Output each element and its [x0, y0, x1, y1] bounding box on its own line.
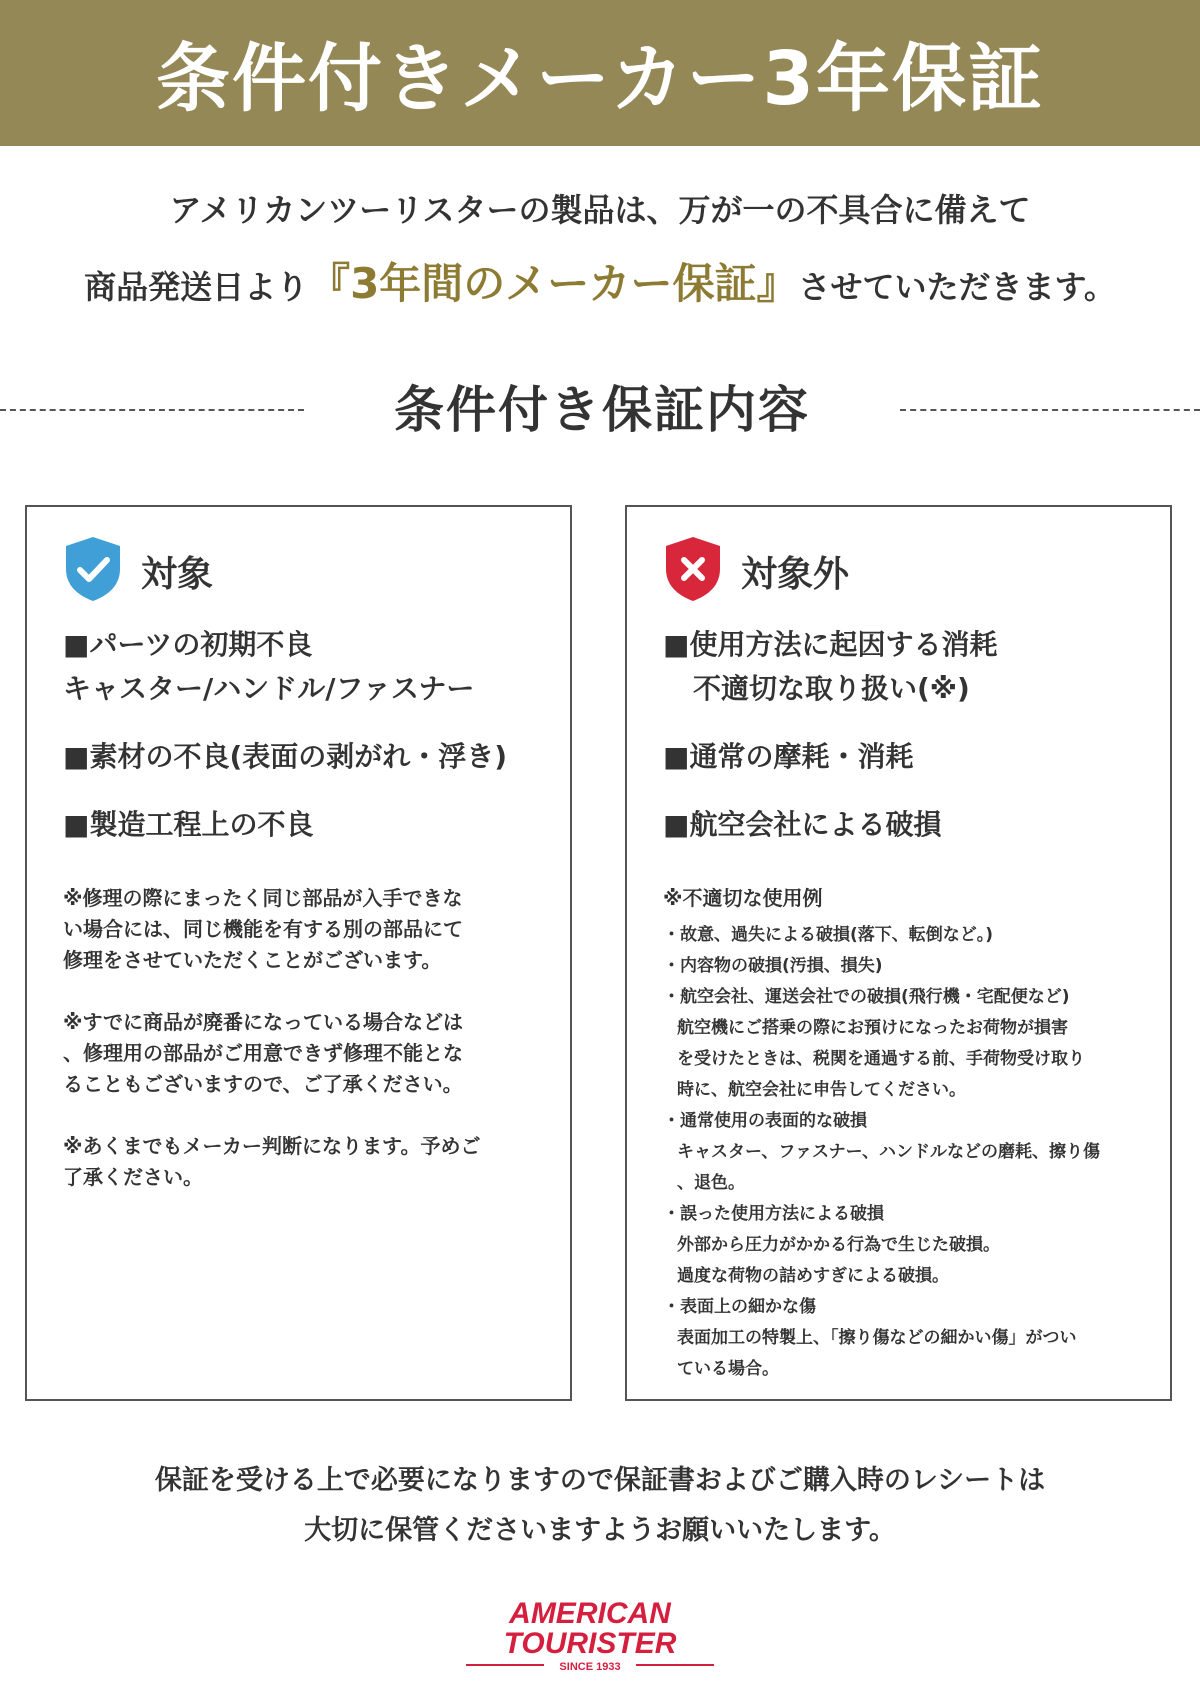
not-covered-item-title: ■航空会社による破損 [663, 808, 942, 841]
not-covered-item-title: ■使用方法に起因する消耗 [663, 628, 998, 661]
intro-line-2-prefix: 商品発送日より [84, 268, 309, 306]
not-covered-header [663, 535, 849, 607]
not-covered-item [663, 803, 1150, 847]
covered-panel [25, 505, 572, 1401]
example-line: ・通常使用の表面的な破損 [663, 1111, 867, 1131]
note-line: ることもございますので、ご了承ください。 [63, 1072, 463, 1096]
example-line: 外部から圧力がかかる行為で生じた破損。 [677, 1235, 1000, 1255]
example-line: 表面加工の特製上、「擦り傷などの細かい傷」がつい [677, 1328, 1077, 1348]
note-line: い場合には、同じ機能を有する別の部品にて [63, 917, 463, 941]
warranty-highlight: 『3年間のメーカー保証』 [308, 259, 799, 308]
note-line: 了承ください。 [63, 1165, 203, 1189]
example-line: 過度な荷物の詰めすぎによる破損。 [677, 1266, 949, 1286]
not-covered-item [663, 735, 1150, 779]
not-covered-items [663, 623, 1150, 847]
example-line: ・表面上の細かな傷 [663, 1297, 816, 1317]
example-line: を受けたときは、税関を通過する前、手荷物受け取り [677, 1049, 1085, 1069]
brand-logo [460, 1593, 720, 1673]
intro-line-2 [0, 260, 1200, 311]
example-line: 、退色。 [677, 1173, 745, 1193]
covered-item-title: ■素材の不良(表面の剥がれ・浮き) [63, 740, 508, 773]
covered-item-title: ■製造工程上の不良 [63, 808, 314, 841]
note-line: 修理をさせていただくことがございます。 [63, 948, 442, 972]
example-line: ・航空会社、運送会社での破損(飛行機・宅配便など) [663, 987, 1070, 1007]
example-line: 航空機にご搭乗の際にお預けになったお荷物が損害 [677, 1018, 1068, 1038]
not-covered-item [663, 623, 1150, 711]
note-line: ※すでに商品が廃番になっている場合などは [63, 1010, 464, 1034]
example-list [663, 920, 1143, 1385]
intro-line-2-suffix: させていただきます。 [798, 268, 1116, 306]
divider-left [0, 409, 304, 411]
not-covered-panel [625, 505, 1172, 1401]
covered-item [63, 735, 550, 779]
shield-x-icon [663, 535, 723, 607]
example-line: ・故意、過失による破損(落下、転倒など。) [663, 925, 994, 945]
example-line: ている場合。 [677, 1359, 779, 1379]
page-title: 条件付きメーカー3年保証 [155, 36, 1044, 122]
closing-line-2: 大切に保管くださいますようお願いいたします。 [304, 1515, 896, 1546]
not-covered-item-title: ■通常の摩耗・消耗 [663, 740, 914, 773]
covered-notes [63, 883, 533, 1193]
covered-header [63, 535, 213, 607]
notes-heading: ※不適切な使用例 [663, 886, 823, 910]
covered-item-detail: キャスター/ハンドル/ファスナー [63, 672, 475, 705]
logo-since: SINCE 1933 [559, 1661, 621, 1673]
shield-check-icon [63, 535, 123, 607]
not-covered-notes [663, 883, 1143, 1385]
divider-right [900, 409, 1200, 411]
covered-note [63, 1007, 533, 1100]
intro-line-1: アメリカンツーリスターの製品は、万が一の不具合に備えて [169, 191, 1031, 229]
not-covered-label: 対象外 [741, 553, 850, 595]
covered-note [63, 883, 533, 976]
logo-line-1: AMERICAN [509, 1597, 671, 1630]
example-line: ・誤った使用方法による破損 [663, 1204, 884, 1224]
example-line: 時に、航空会社に申告してください。 [677, 1080, 966, 1100]
not-covered-item-detail: 不適切な取り扱い(※) [693, 672, 970, 705]
example-line: ・内容物の破損(汚損、損失) [663, 956, 883, 976]
covered-label: 対象 [141, 553, 214, 595]
closing-text [0, 1456, 1200, 1556]
covered-note [63, 1131, 533, 1193]
note-line: ※修理の際にまったく同じ部品が入手できな [63, 886, 463, 910]
covered-item [63, 623, 550, 711]
covered-item-title: ■パーツの初期不良 [63, 628, 313, 661]
section-heading [0, 380, 1200, 440]
header-banner [0, 0, 1200, 146]
closing-line-1: 保証を受ける上で必要になりますので保証書およびご購入時のレシートは [154, 1465, 1046, 1496]
intro-text [0, 186, 1200, 311]
covered-item [63, 803, 550, 847]
note-line: 、修理用の部品がご用意できず修理不能とな [63, 1041, 463, 1065]
covered-items [63, 623, 550, 847]
section-title: 条件付き保証内容 [394, 381, 810, 439]
logo-line-2: TOURISTER [503, 1627, 677, 1660]
note-line: ※あくまでもメーカー判断になります。予めご [63, 1134, 481, 1158]
example-line: キャスター、ファスナー、ハンドルなどの磨耗、擦り傷 [677, 1142, 1100, 1162]
